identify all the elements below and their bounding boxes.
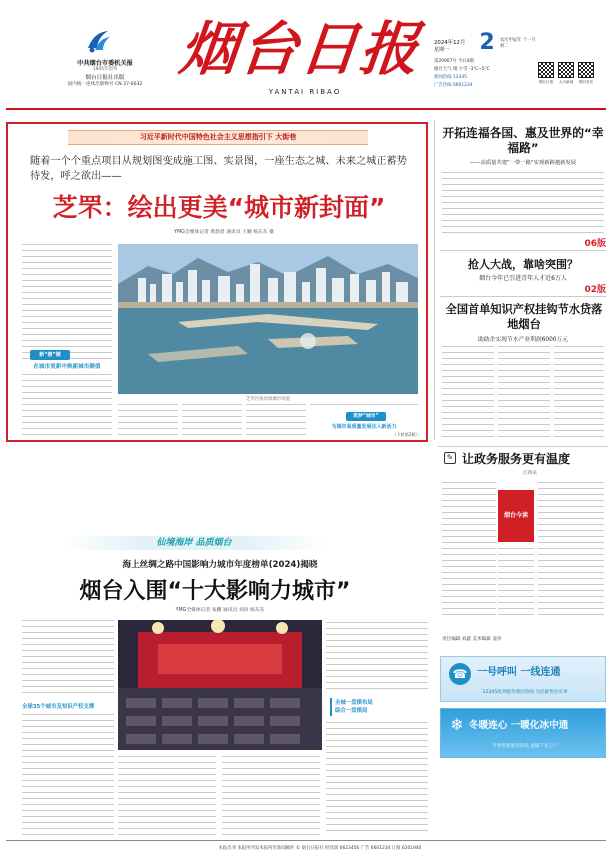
- second-body-5: [326, 620, 428, 694]
- hotline-ad[interactable]: [440, 656, 606, 702]
- second-sub2: 全城一盘棋布局: [335, 700, 373, 706]
- story2-subtitle: 烟台今年已引进青年人才近6万人: [479, 275, 567, 282]
- lead-body-left: [22, 242, 112, 362]
- story3-body-2: [498, 344, 550, 438]
- commentary-title: 让政务服务更有温度: [462, 452, 571, 466]
- qr-code-1[interactable]: [538, 62, 554, 78]
- commentary-body-3: [538, 480, 604, 616]
- snowflake-icon: ❄: [450, 715, 464, 734]
- second-kicker: 海上丝绸之路中国影响力城市年度榜单(2024)揭晓: [122, 560, 318, 570]
- second-photo[interactable]: [118, 620, 322, 750]
- winter-ad[interactable]: [440, 708, 606, 758]
- lead-side-headline: 在城市更新中焕新城市颜值: [33, 364, 101, 370]
- masthead: [0, 0, 611, 112]
- commentary-body-1: [442, 480, 496, 616]
- story2-title: 抢人大战，靠啥突围？: [468, 258, 578, 271]
- story3-title: 全国首单知识产权挂钩节水贷落地烟台: [445, 303, 603, 331]
- lead-banner-text: 习近平新时代中国特色社会主义思想指引下 大街巷: [139, 133, 297, 141]
- commentary-rule: [438, 446, 608, 447]
- second-slogan: 仙境海岸 品质烟台: [156, 538, 232, 548]
- hotline-ad-title: 一号呼叫 一线连通: [477, 667, 561, 678]
- issn: 国内统一连续出版物号 CN 37-0032: [67, 82, 143, 87]
- story1-subtitle: ——高质量共建“一带一路”实现新跨越新发展: [469, 160, 577, 166]
- lead-body-col1: [118, 402, 178, 436]
- weather: 烟台天气 晴 小雪 -3℃~5℃: [434, 67, 490, 72]
- story1-jump[interactable]: 06版: [584, 239, 606, 249]
- date: 2024年12月: [434, 40, 466, 46]
- right-divider-1: [440, 250, 606, 251]
- second-headline: 烟台入围“十大影响力城市”: [79, 579, 351, 604]
- footer: 本报出刊 本报所刊发本报所有新闻稿件 © 烟台日报社 经营部 6623456 广告 6601234 订阅 6201940: [218, 846, 422, 851]
- lead-photo[interactable]: [118, 244, 418, 394]
- commentary-box-title: 烟台今读: [503, 512, 528, 519]
- commentary-editor: 责任编辑 刘鑫 美术编辑 姜涛: [442, 637, 502, 642]
- footer-rule: [6, 840, 606, 841]
- story3-subtitle: 助助企实现节水产业利润6000万元: [477, 337, 569, 343]
- newspaper-pinyin: YANTAI RIBAO: [268, 88, 342, 96]
- lead-subtitle: 随着一个个重点项目从规划图变成施工图、实景图，一座生态之城、未来之城正蓄势待发，呼之欲出——: [30, 156, 407, 182]
- conference-illustration: [118, 620, 322, 750]
- founded: 1945年创刊: [92, 67, 118, 72]
- right-divider-2: [440, 296, 606, 297]
- story3-body-1: [442, 344, 494, 438]
- second-body-1: [22, 618, 114, 698]
- weekday: 星期一: [434, 47, 450, 53]
- qr-label-2: 大小新闻: [558, 80, 574, 84]
- publisher-logo: [86, 28, 112, 54]
- qr-code-2[interactable]: [558, 62, 574, 78]
- commentary-author: 江鸿来: [523, 471, 537, 476]
- story3-body-3: [554, 344, 604, 438]
- commentary-body-2: [498, 546, 534, 616]
- lead-banner: [68, 130, 368, 145]
- day-number: 2: [479, 30, 495, 55]
- second-byline: YMG全媒体记者 张鹏 通讯员 刘涛 杨东东: [175, 608, 265, 613]
- second-body-6: [326, 720, 428, 836]
- lead-body-left-2: [22, 372, 112, 436]
- hotline: 新闻热线 12345: [434, 75, 467, 80]
- second-body-3: [118, 754, 216, 836]
- lead-turn: （下转第2版）: [392, 432, 420, 437]
- mid-tag: 筑梦“城市”: [346, 412, 386, 421]
- qr-label-3: 烟台发布: [578, 80, 594, 84]
- qr-code-3[interactable]: [578, 62, 594, 78]
- masthead-rule: [6, 108, 606, 110]
- second-sub2-box: [330, 698, 394, 716]
- qr-label-1: 烟台日报: [538, 80, 554, 84]
- right-column-rule: [434, 120, 435, 440]
- lead-body-col2: [182, 402, 242, 436]
- newspaper-title: 烟台日报: [176, 15, 424, 83]
- second-body-4: [222, 754, 320, 836]
- issue-number: 第20907号 今日8版: [434, 59, 475, 64]
- winter-ad-sub: 冬季供暖服务热线 温暖千家万户: [492, 744, 558, 749]
- photo-caption: 芝罘区海岸线城市风貌: [246, 397, 290, 402]
- section-tag: 新“画”铺: [30, 350, 70, 360]
- lead-headline: 芝罘：绘出更美“城市新封面”: [52, 193, 386, 222]
- story1-body: [442, 170, 604, 236]
- second-sub1: 全球35个城市及知识产权支撑: [22, 704, 95, 710]
- ad-hotline: 广告热线 6601234: [434, 83, 473, 88]
- second-body-2: [22, 712, 114, 836]
- hotline-ad-sub: 12345政务服务便民热线 为民解忧办实事: [482, 690, 568, 695]
- mid-headline: 为城市高质量发展注入新活力: [331, 424, 397, 430]
- commentary-icon: ✎: [444, 452, 456, 464]
- party-org: 中共烟台市委机关报: [77, 60, 133, 67]
- lead-body-col4: [310, 402, 418, 410]
- phone-icon: ☎: [449, 663, 471, 685]
- publisher: 烟台日报社出版: [85, 75, 125, 81]
- story1-title: 开拓连福各国、惠及世界的“幸福路”: [442, 126, 604, 155]
- second-sub2-sub: 综合一盘棋局: [335, 708, 368, 714]
- commentary-box: [498, 490, 534, 542]
- lunar-date: 农历甲辰年 十一月初二: [500, 38, 536, 49]
- story2-jump[interactable]: 02版: [584, 285, 606, 295]
- lead-byline: YMG全媒体记者 黄晨晨 通讯员 王姗 杨东东 摄: [174, 230, 274, 235]
- photo-illustration: [118, 244, 418, 394]
- lead-body-col3: [246, 402, 306, 436]
- winter-ad-title: 冬暖连心 一暖化冰中通: [469, 720, 569, 731]
- second-slogan-bar: [62, 536, 326, 550]
